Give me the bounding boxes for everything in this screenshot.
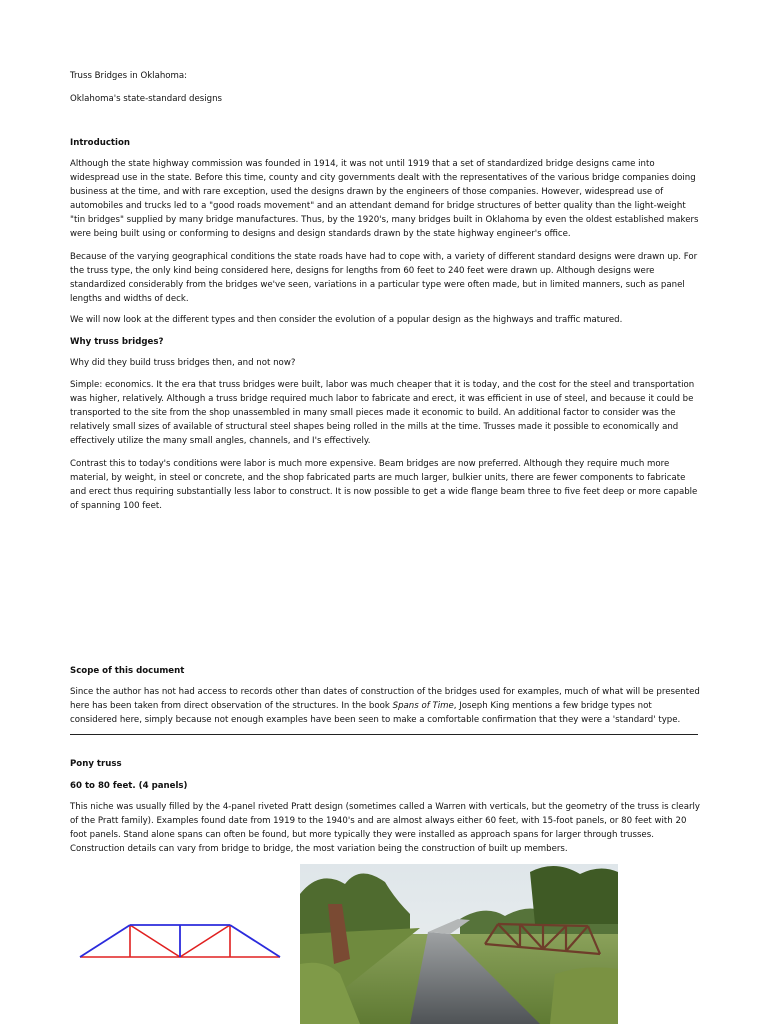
why-paragraph-1: Simple: economics. It the era that truss bridges were built, labor was much cheaper that it is today, and the cost for the steel and transportation was higher, relatively. Although a truss bridge required much labor to fabricate and erect, it was efficient in use of steel, and because it could be transported to the site from the shop unassembled in many small pieces made it economic to build. An additional factor to consider was the relatively small sizes of available of structural steel shapes being rolled in the mills at the time. Trusses made it possible to economically and effectively utilize the many small angles, channels, and I's effectively. (70, 380, 695, 446)
scope-text-a: Since the author has not had access to records other than dates of construction of the bridges used for examples, much of what will be presented here has been taken from direct observation of the structures. In the book (70, 687, 700, 711)
section-heading-introduction: Introduction (70, 138, 131, 148)
intro-paragraph-1: Although the state highway commission was founded in 1914, it was not until 1919 that a set of standardized bridge designs came into widespread use in the state. Before this time, county and city governments dealt with the representatives of the various bridge companies doing business at the time, and with rare exception, used the designs drawn by the engineers of those companies. However, widespread use of automobiles and trucks led to a "good roads movement" and an attendant demand for bridge structures of better quality than the light-weight "tin bridges" supplied by many bridge manufactures. Thus, by the 1920's, many bridges built in Oklahoma by even the oldest established makers were being built using or conforming to designs and design standards drawn by the state highway engineer's office. (70, 159, 699, 239)
why-question: Why did they build truss bridges then, and not now? (70, 358, 296, 368)
section-divider (70, 734, 698, 735)
section-heading-why-truss: Why truss bridges? (70, 337, 164, 347)
intro-paragraph-3: We will now look at the different types and then consider the evolution of a popular design as the highways and traffic matured. (70, 315, 623, 325)
section-heading-pony-truss: Pony truss (70, 759, 122, 769)
scope-text-b: , Joseph King mentions a few bridge types not considered here, simply because not enough examples have been seen to make a comfortable confirmation that they were a 'standard' type. (70, 701, 681, 725)
pony-truss-subheading: 60 to 80 feet. (4 panels) (70, 781, 188, 791)
truss-end-post-left (80, 925, 130, 957)
truss-end-post-right (230, 925, 280, 957)
section-heading-scope: Scope of this document (70, 666, 185, 676)
pony-truss-paragraph: This niche was usually filled by the 4-panel riveted Pratt design (sometimes called a Warren with verticals, but the geometry of the truss is clearly of the Pratt family). Examples found date from 1919 to the 1940's and are almost always either 60 feet, with 15-foot panels, or 80 feet with 20 foot panels. Stand alone spans can often be found, but more typically they were installed as approach spans for larger through trusses. Construction details can vary from bridge to bridge, the most variation being the construction of built up members. (70, 802, 700, 854)
document-subtitle: Oklahoma's state-standard designs (70, 94, 223, 104)
pony-truss-bridge-photo (300, 864, 618, 1024)
document-title: Truss Bridges in Oklahoma: (70, 71, 188, 81)
intro-paragraph-2: Because of the varying geographical conditions the state roads have had to cope with, a variety of different standard designs were drawn up. For the truss type, the only kind being considered here, designs for lengths from 60 feet to 240 feet were drawn up. Although designs were standardized considerably from the bridges we've seen, variations in a particular type were often made, but in limited manners, such as panel lengths and widths of deck. (70, 252, 698, 304)
truss-diagonal-left (130, 925, 180, 957)
why-paragraph-2: Contrast this to today's conditions were labor is much more expensive. Beam bridges are now preferred. Although they require much more material, by weight, in steel or concrete, and the shop fabricated parts are much larger, bulkier units, there are fewer components to fabricate and erect thus requiring substantially less labor to construct. It is now possible to get a wide flange beam three to five feet deep or more capable of spanning 100 feet. (70, 459, 698, 511)
scope-paragraph (70, 685, 700, 727)
book-title-spans-of-time: Spans of Time (392, 701, 454, 711)
truss-diagonal-right (180, 925, 230, 957)
pratt-truss-diagram (78, 920, 282, 962)
